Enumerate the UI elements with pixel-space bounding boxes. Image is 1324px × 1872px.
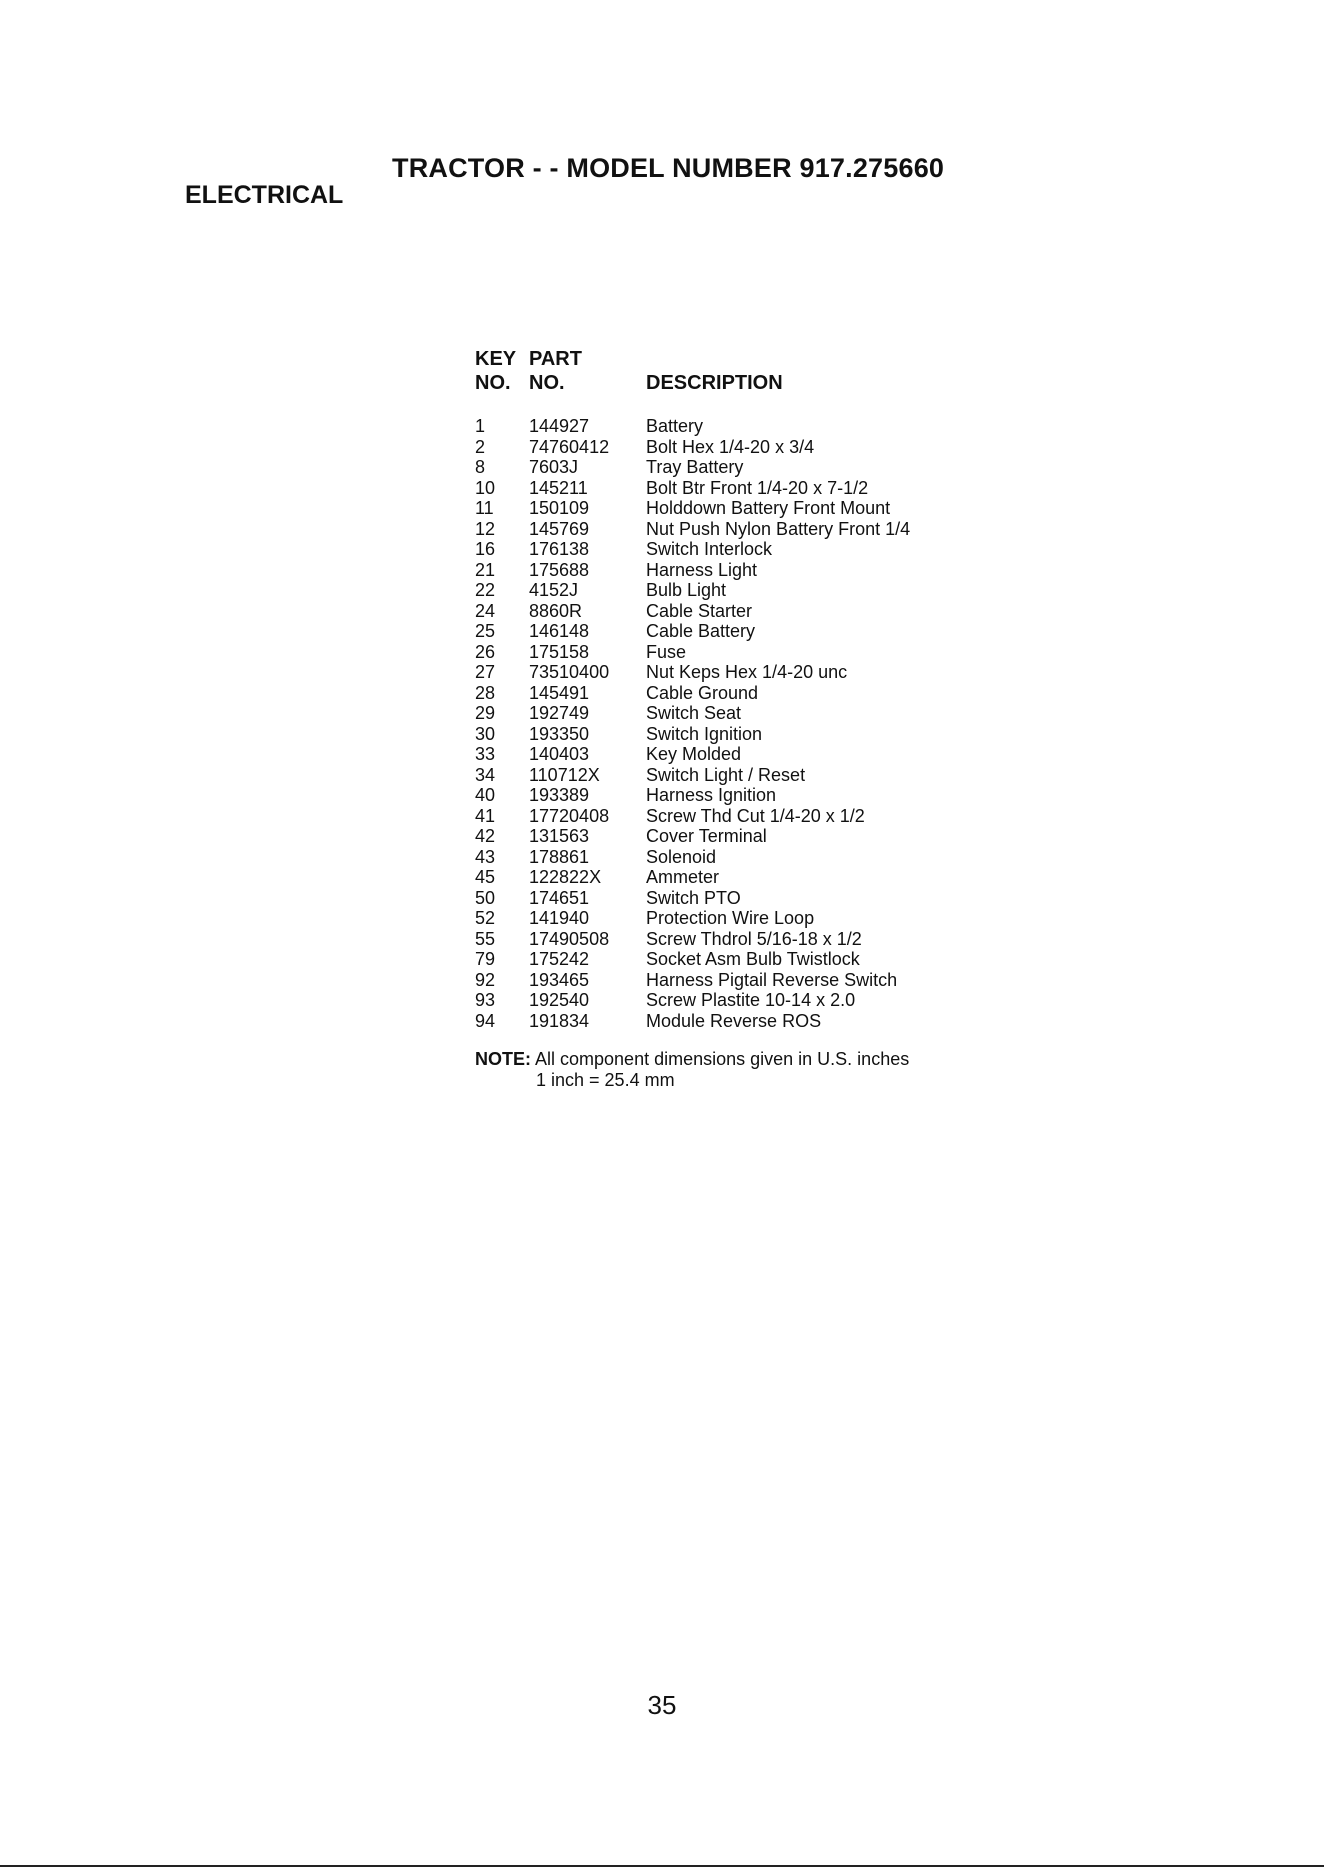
description-cell: Cable Battery <box>646 621 756 641</box>
key-no-cell: 41 <box>475 805 496 826</box>
table-row <box>475 1011 995 1032</box>
part-no-cell: 193350 <box>529 723 590 744</box>
description-cell: Harness Light <box>646 559 758 580</box>
description-cell: Screw Thd Cut 1/4-20 x 1/2 <box>646 805 865 826</box>
part-no-cell: 4152J <box>529 580 579 600</box>
table-row <box>475 601 995 622</box>
part-no-cell: 193389 <box>529 785 590 805</box>
description-cell: Bolt Btr Front 1/4-20 x 7-1/2 <box>646 477 869 498</box>
part-no-cell: 17490508 <box>529 928 610 949</box>
key-no-cell: 42 <box>475 826 496 846</box>
key-no-cell: 94 <box>475 1010 496 1031</box>
table-row <box>475 826 995 847</box>
description-cell: Battery <box>646 416 704 436</box>
key-no-cell: 26 <box>475 641 496 662</box>
key-no-cell: 34 <box>475 764 496 785</box>
page-number: 35 <box>647 1690 677 1720</box>
key-no-cell: 12 <box>475 518 496 539</box>
key-header-line2: NO. <box>475 372 511 394</box>
description-cell: Nut Keps Hex 1/4-20 unc <box>646 662 848 682</box>
part-no-cell: 178861 <box>529 846 590 867</box>
key-no-cell: 30 <box>475 723 496 744</box>
part-no-cell: 8860R <box>529 600 583 621</box>
description-cell: Holddown Battery Front Mount <box>646 498 891 518</box>
part-no-cell: 145769 <box>529 518 590 539</box>
key-no-cell: 45 <box>475 867 496 887</box>
description-cell: Switch PTO <box>646 887 741 908</box>
description-cell: Harness Ignition <box>646 785 777 805</box>
description-cell: Socket Asm Bulb Twistlock <box>646 949 860 969</box>
table-row <box>475 888 995 909</box>
description-cell: Switch Ignition <box>646 723 763 744</box>
key-no-cell: 92 <box>475 969 496 990</box>
part-no-cell: 74760412 <box>529 436 610 457</box>
part-no-cell: 131563 <box>529 826 590 846</box>
description-cell: Switch Light / Reset <box>646 764 806 785</box>
table-row <box>475 703 995 724</box>
key-no-cell: 33 <box>475 744 496 764</box>
table-row <box>475 847 995 868</box>
description-cell: Bolt Hex 1/4-20 x 3/4 <box>646 436 815 457</box>
table-row <box>475 519 995 540</box>
description-cell: Cable Starter <box>646 600 753 621</box>
part-no-cell: 175242 <box>529 949 590 969</box>
key-no-cell: 25 <box>475 621 496 641</box>
part-no-cell: 175688 <box>529 559 590 580</box>
key-no-cell: 43 <box>475 846 496 867</box>
key-no-cell: 1 <box>475 416 486 436</box>
table-row <box>475 990 995 1011</box>
description-cell: Nut Push Nylon Battery Front 1/4 <box>646 518 911 539</box>
key-no-cell: 55 <box>475 928 496 949</box>
note <box>475 1049 910 1090</box>
part-no-cell: 145491 <box>529 682 590 703</box>
description-cell: Protection Wire Loop <box>646 908 815 928</box>
description-cell: Harness Pigtail Reverse Switch <box>646 969 898 990</box>
section-heading: ELECTRICAL <box>185 181 344 209</box>
table-row <box>475 662 995 683</box>
table-row <box>475 683 995 704</box>
part-no-cell: 175158 <box>529 641 590 662</box>
note-line2: 1 inch = 25.4 mm <box>536 1070 675 1090</box>
description-cell: Fuse <box>646 641 687 662</box>
page-title: TRACTOR - - MODEL NUMBER 917.275660 <box>392 153 945 183</box>
description-cell: Screw Thdrol 5/16-18 x 1/2 <box>646 928 862 949</box>
table-row <box>475 765 995 786</box>
table-row <box>475 478 995 499</box>
key-no-cell: 50 <box>475 887 496 908</box>
part-no-cell: 73510400 <box>529 662 610 682</box>
key-no-cell: 16 <box>475 539 496 559</box>
description-cell: Switch Seat <box>646 703 742 723</box>
key-no-cell: 93 <box>475 990 496 1010</box>
part-header-line2: NO. <box>529 372 565 394</box>
part-no-cell: 193465 <box>529 969 590 990</box>
table-row <box>475 457 995 478</box>
key-no-cell: 79 <box>475 949 496 969</box>
key-no-cell: 8 <box>475 457 486 477</box>
description-cell: Solenoid <box>646 846 717 867</box>
table-row <box>475 539 995 560</box>
table-row <box>475 806 995 827</box>
part-no-cell: 110712X <box>529 764 600 785</box>
note-label: NOTE: <box>475 1049 531 1069</box>
key-no-cell: 11 <box>475 498 494 518</box>
key-no-cell: 21 <box>475 559 496 580</box>
description-cell: Switch Interlock <box>646 539 773 559</box>
parts-list-rows <box>475 416 995 1031</box>
table-row <box>475 560 995 581</box>
key-no-cell: 2 <box>475 436 486 457</box>
table-row <box>475 580 995 601</box>
key-no-cell: 10 <box>475 477 496 498</box>
table-row <box>475 416 995 437</box>
key-no-cell: 52 <box>475 908 496 928</box>
key-no-cell: 24 <box>475 600 496 621</box>
part-header-line1: PART <box>529 348 582 370</box>
table-row <box>475 949 995 970</box>
part-no-cell: 122822X <box>529 867 602 887</box>
key-no-cell: 40 <box>475 785 496 805</box>
part-no-cell: 192540 <box>529 990 590 1010</box>
description-cell: Tray Battery <box>646 457 744 477</box>
part-no-cell: 192749 <box>529 703 590 723</box>
table-row <box>475 621 995 642</box>
table-row <box>475 929 995 950</box>
description-cell: Key Molded <box>646 744 742 764</box>
part-no-cell: 17720408 <box>529 805 610 826</box>
bottom-rule <box>0 1865 1324 1867</box>
part-no-cell: 144927 <box>529 416 590 436</box>
key-no-cell: 22 <box>475 580 496 600</box>
table-row <box>475 724 995 745</box>
description-cell: Cable Ground <box>646 682 759 703</box>
description-cell: Module Reverse ROS <box>646 1010 822 1031</box>
description-cell: Bulb Light <box>646 580 727 600</box>
part-no-cell: 146148 <box>529 621 590 641</box>
part-no-cell: 176138 <box>529 539 590 559</box>
description-cell: Ammeter <box>646 867 720 887</box>
table-row <box>475 785 995 806</box>
description-cell: Screw Plastite 10-14 x 2.0 <box>646 990 856 1010</box>
part-no-cell: 174651 <box>529 887 590 908</box>
key-no-cell: 28 <box>475 682 496 703</box>
part-no-cell: 7603J <box>529 457 579 477</box>
table-row <box>475 642 995 663</box>
part-no-cell: 145211 <box>529 477 588 498</box>
note-line1: All component dimensions given in U.S. inches <box>535 1049 910 1069</box>
table-row <box>475 908 995 929</box>
table-row <box>475 437 995 458</box>
table-row <box>475 744 995 765</box>
part-no-cell: 191834 <box>529 1010 590 1031</box>
part-no-cell: 140403 <box>529 744 590 764</box>
description-cell: Cover Terminal <box>646 826 767 846</box>
key-header-line1: KEY <box>475 348 517 370</box>
part-no-cell: 150109 <box>529 498 590 518</box>
description-header: DESCRIPTION <box>646 372 783 394</box>
table-row <box>475 970 995 991</box>
part-no-cell: 141940 <box>529 908 590 928</box>
table-row <box>475 867 995 888</box>
key-no-cell: 29 <box>475 703 496 723</box>
table-row <box>475 498 995 519</box>
key-no-cell: 27 <box>475 662 496 682</box>
